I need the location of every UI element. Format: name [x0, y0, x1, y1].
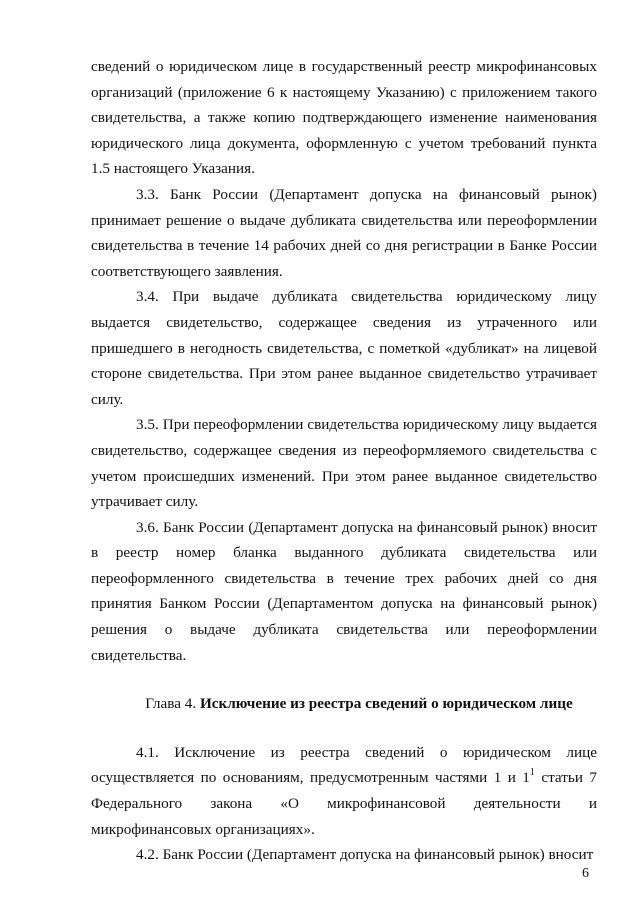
paragraph-3-6: 3.6. Банк России (Департамент допуска на финансовый рынок) вносит в реестр номер бланка выданного дубликата свидетельства или переоформленного свидетельства в течение трех рабочих дней со дня принятия Банком России (Департаментом допуска на финансовый рынок) решения о выдаче дубликата свидетельства или переоформлении свидетельства. [91, 518, 597, 664]
chapter-label: Глава 4. [145, 695, 200, 713]
paragraph-4-1 [91, 740, 597, 842]
paragraph-4-1-end: статьи 7 Федерального закона «О микрофинансовой деятельности и микрофинансовых организациях». [91, 769, 597, 838]
paragraph-4-1-start: 4.1. Исключение из реестра сведений о юридическом лице осуществляется по основаниям, предусмотренным частями 1 и 1 [91, 743, 597, 787]
page-number: 6 [582, 866, 589, 881]
superscript-1: 1 [529, 767, 535, 779]
paragraph-3-4: 3.4. При выдаче дубликата свидетельства юридическому лицу выдается свидетельство, содержащее сведения из утраченного или пришедшего в негодность свидетельства, с пометкой «дубликат» на лицевой стороне свидетельства. При этом ранее выданное свидетельство утрачивает силу. [91, 288, 597, 408]
paragraph-4-2: 4.2. Банк России (Департамент допуска на финансовый рынок) вносит [136, 846, 594, 864]
chapter-heading [91, 691, 597, 717]
paragraph-3-3: 3.3. Банк России (Департамент допуска на финансовый рынок) принимает решение о выдаче дубликата свидетельства или переоформлении свидетельства в течение 14 рабочих дней со дня регистрации в Банке России соответствующего заявления. [91, 185, 597, 280]
chapter-title: Исключение из реестра сведений о юридическом лице [199, 695, 573, 713]
paragraph-3-5: 3.5. При переоформлении свидетельства юридическому лицу выдается свидетельство, содержащее сведения из переоформляемого свидетельства с учетом происшедших изменений. При этом ранее выданное свидетельство утрачивает силу. [91, 416, 597, 511]
document-body [91, 54, 597, 868]
paragraph-continuation: сведений о юридическом лице в государственный реестр микрофинансовых организаций (приложение 6 к настоящему Указанию) с приложением такого свидетельства, а также копию подтверждающего изменение наименования юридического лица документа, оформленную с учетом требований пункта 1.5 настоящего Указания. [91, 58, 597, 178]
